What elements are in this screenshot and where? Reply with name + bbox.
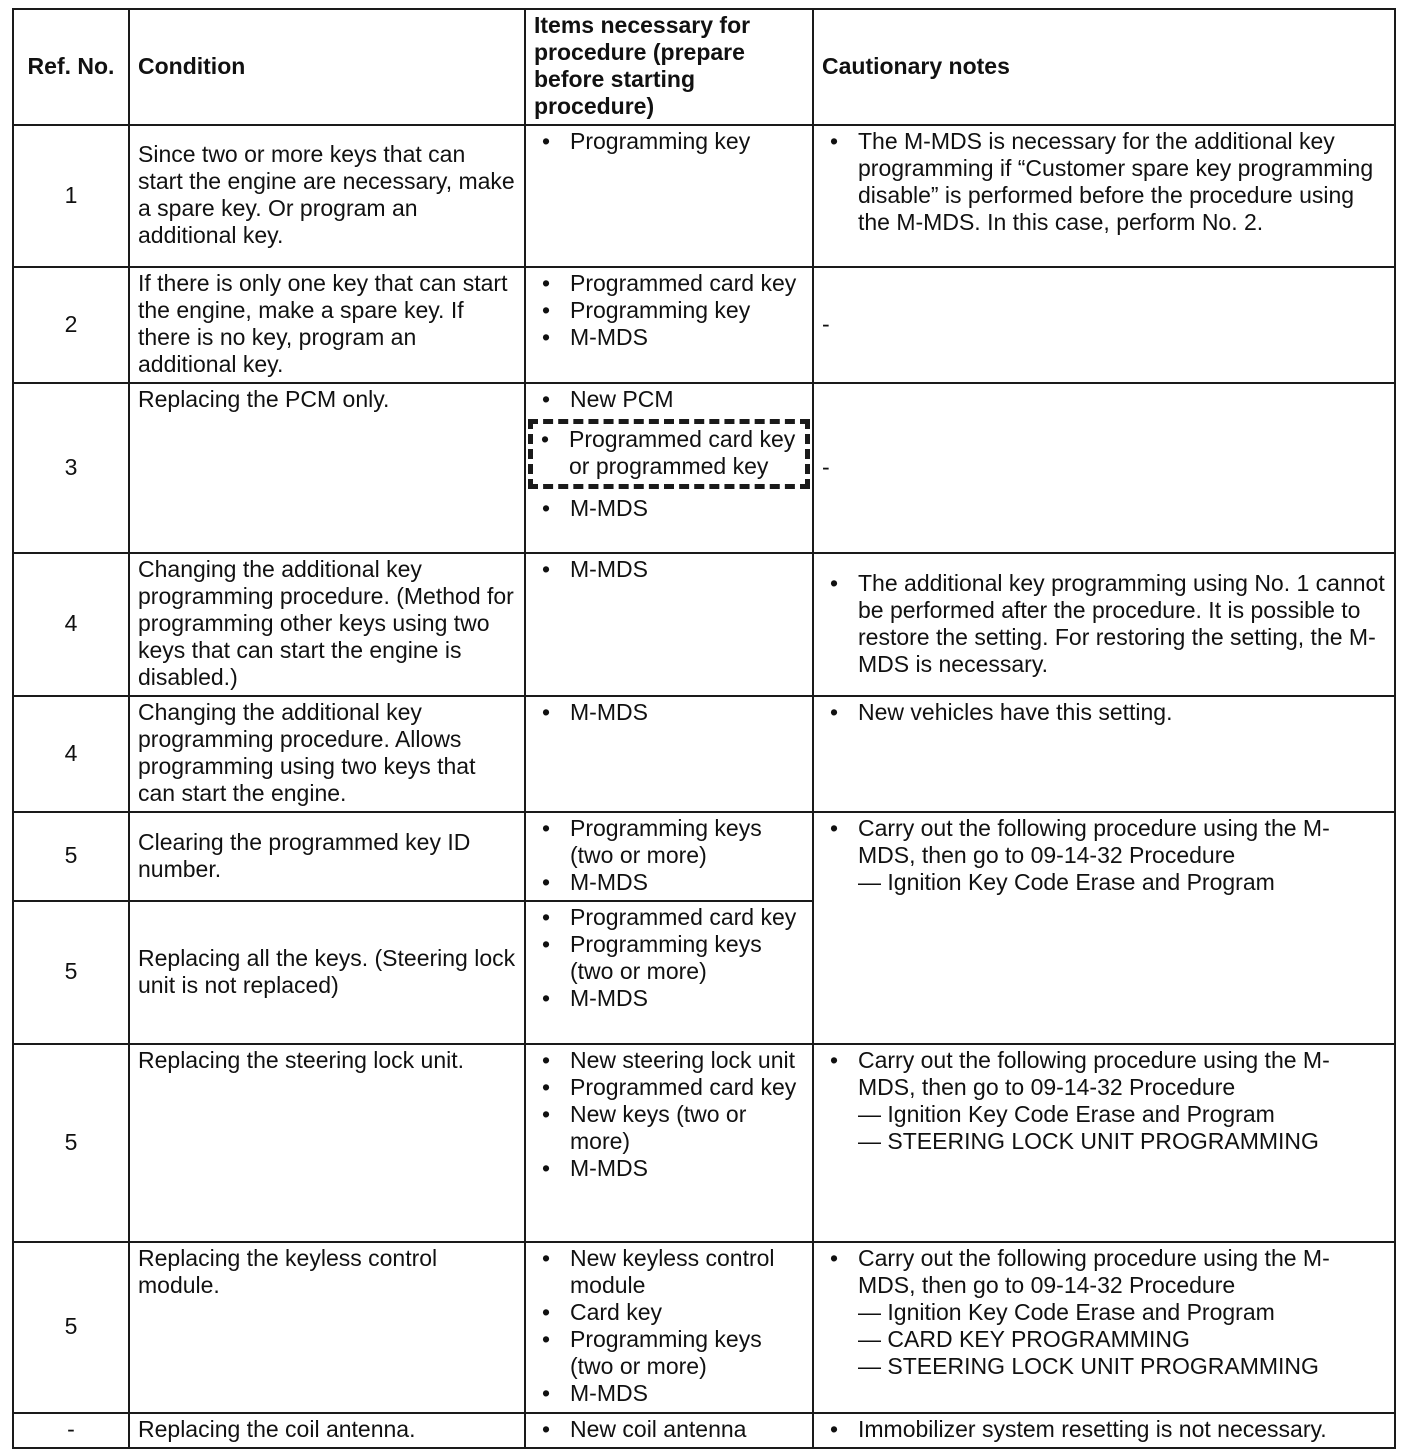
table-row: [13, 267, 1395, 383]
notes-cell: [813, 1413, 1395, 1448]
notes-cell: -: [813, 383, 1395, 553]
notes-list: [822, 128, 1386, 236]
notes-cell: [813, 553, 1395, 696]
list-item: • M-MDS: [534, 495, 804, 522]
items-cell: [525, 383, 813, 553]
sub-procedure: — STEERING LOCK UNIT PROGRAMMING: [858, 1128, 1319, 1154]
ref-cell: 4: [13, 553, 129, 696]
list-item: • Programmed card key: [534, 270, 804, 297]
items-cell: [525, 1413, 813, 1448]
items-list: [534, 386, 804, 413]
items-cell: [525, 553, 813, 696]
items-cell: [525, 812, 813, 901]
notes-cell: [813, 1242, 1395, 1413]
list-item: • Programming keys (two or more): [534, 1326, 804, 1380]
header-items: Items necessary for procedure (prepare before starting procedure): [525, 9, 813, 125]
items-list: [534, 1245, 804, 1407]
items-list: [534, 128, 804, 155]
condition-cell: If there is only one key that can start the engine, make a spare key. If there is no key, program an additional key.: [129, 267, 525, 383]
items-list: [534, 904, 804, 1012]
sub-procedure: — Ignition Key Code Erase and Program: [858, 869, 1275, 895]
note-text: Carry out the following procedure using the M-MDS, then go to 09-14-32 Procedure: [858, 815, 1330, 868]
items-list: [534, 270, 804, 351]
ref-cell: 4: [13, 696, 129, 812]
table-row: [13, 1242, 1395, 1413]
condition-cell: Replacing all the keys. (Steering lock unit is not replaced): [129, 901, 525, 1044]
condition-cell: Replacing the keyless control module.: [129, 1242, 525, 1413]
notes-list: [822, 1416, 1386, 1443]
sub-procedure: — CARD KEY PROGRAMMING: [858, 1326, 1190, 1352]
items-list: [534, 1416, 804, 1443]
list-item: • The M-MDS is necessary for the additional key programming if “Customer spare key programming disable” is performed before the procedure using the M-MDS. In this case, perform No. 2.: [822, 128, 1386, 236]
list-item: • Card key: [534, 1299, 804, 1326]
items-cell: [525, 1242, 813, 1413]
condition-cell: Replacing the steering lock unit.: [129, 1044, 525, 1242]
condition-cell: Replacing the coil antenna.: [129, 1413, 525, 1448]
ref-cell: 5: [13, 901, 129, 1044]
items-cell: [525, 696, 813, 812]
ref-cell: 5: [13, 1044, 129, 1242]
list-item: • Programming keys (two or more): [534, 815, 804, 869]
condition-cell: Clearing the programmed key ID number.: [129, 812, 525, 901]
items-list: [534, 1047, 804, 1182]
list-item: • M-MDS: [534, 699, 804, 726]
notes-list: [822, 570, 1386, 678]
list-item: • M-MDS: [534, 985, 804, 1012]
table-row: [13, 383, 1395, 553]
list-item: • Programmed card key: [534, 1074, 804, 1101]
sub-procedure: — Ignition Key Code Erase and Program: [858, 1299, 1275, 1325]
list-item: • Programming keys (two or more): [534, 931, 804, 985]
sub-procedure: — STEERING LOCK UNIT PROGRAMMING: [858, 1353, 1319, 1379]
ref-cell: 2: [13, 267, 129, 383]
table-row: [13, 812, 1395, 901]
header-cautionary-notes: Cautionary notes: [813, 9, 1395, 125]
items-cell: [525, 125, 813, 267]
table-row: [13, 125, 1395, 267]
table-row: [13, 553, 1395, 696]
list-item: • M-MDS: [534, 869, 804, 896]
list-item: • Immobilizer system resetting is not necessary.: [822, 1416, 1386, 1443]
list-item: [822, 815, 1386, 869]
notes-list: [822, 1047, 1386, 1101]
list-item: • M-MDS: [534, 556, 804, 583]
condition-cell: Changing the additional key programming procedure. Allows programming using two keys that can start the engine.: [129, 696, 525, 812]
notes-list: [822, 815, 1386, 869]
ref-cell: 5: [13, 812, 129, 901]
procedure-table-container: [12, 8, 1394, 1449]
list-item: • M-MDS: [534, 1380, 804, 1407]
list-item: • New vehicles have this setting.: [822, 699, 1386, 726]
ref-cell: 3: [13, 383, 129, 553]
condition-cell: Since two or more keys that can start the engine are necessary, make a spare key. Or program an additional key.: [129, 125, 525, 267]
items-cell: [525, 1044, 813, 1242]
list-item: • M-MDS: [534, 324, 804, 351]
list-item: • New steering lock unit: [534, 1047, 804, 1074]
list-item: • Programming key: [534, 128, 804, 155]
condition-cell: Replacing the PCM only.: [129, 383, 525, 553]
list-item: • Carry out the following procedure using the M-MDS, then go to 09-14-32 Procedure: [822, 1047, 1386, 1101]
list-item: • New PCM: [534, 386, 804, 413]
list-item: • Carry out the following procedure using the M-MDS, then go to 09-14-32 Procedure: [822, 1245, 1386, 1299]
notes-cell: -: [813, 267, 1395, 383]
list-item: • New keys (two or more): [534, 1101, 804, 1155]
items-list: [534, 495, 804, 522]
notes-cell: [813, 125, 1395, 267]
list-item: • Programming key: [534, 297, 804, 324]
table-row: [13, 696, 1395, 812]
note-sub-procedures: [822, 1101, 1386, 1155]
table-row: [13, 1413, 1395, 1448]
items-list: [534, 556, 804, 583]
list-item: • Programmed card key: [534, 904, 804, 931]
items-list: [534, 699, 804, 726]
table-row: [13, 1044, 1395, 1242]
notes-list: [822, 1245, 1386, 1299]
header-row: [13, 9, 1395, 125]
notes-cell: [813, 696, 1395, 812]
header-ref-no: Ref. No.: [13, 9, 129, 125]
items-cell: [525, 267, 813, 383]
ref-cell: 5: [13, 1242, 129, 1413]
list-item: • New keyless control module: [534, 1245, 804, 1299]
items-list: [534, 815, 804, 896]
highlighted-items-list: [533, 426, 805, 480]
header-condition: Condition: [129, 9, 525, 125]
condition-cell: Changing the additional key programming procedure. (Method for programming other keys using two keys that can start the engine is disabled.): [129, 553, 525, 696]
list-item: • M-MDS: [534, 1155, 804, 1182]
sub-procedure: — Ignition Key Code Erase and Program: [858, 1101, 1275, 1127]
list-item: • Programmed card key or programmed key: [533, 426, 805, 480]
notes-cell: [813, 1044, 1395, 1242]
note-sub-procedures: [822, 1299, 1386, 1380]
notes-list: [822, 699, 1386, 726]
note-sub-procedures: [822, 869, 1386, 896]
procedure-table: [12, 8, 1396, 1449]
items-cell: [525, 901, 813, 1044]
list-item: • New coil antenna: [534, 1416, 804, 1443]
list-item: • The additional key programming using No. 1 cannot be performed after the procedure. It is possible to restore the setting. For restoring the setting, the M-MDS is necessary.: [822, 570, 1386, 678]
notes-cell: [813, 812, 1395, 1044]
highlight-dashed-box: [528, 419, 810, 489]
ref-cell: 1: [13, 125, 129, 267]
ref-cell: -: [13, 1413, 129, 1448]
